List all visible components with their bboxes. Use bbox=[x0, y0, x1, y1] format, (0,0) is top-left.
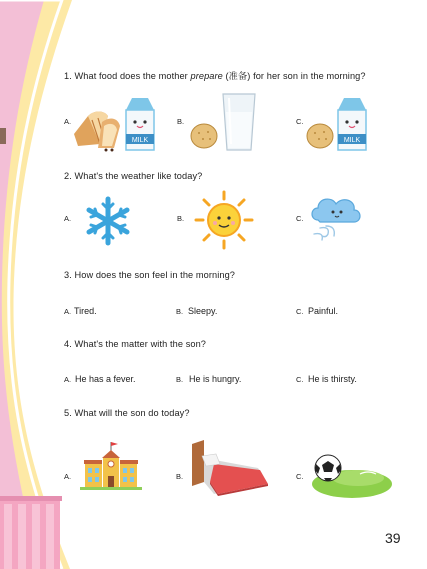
question-2-prompt: 2. What's the weather like today? bbox=[64, 171, 203, 181]
q5-option-a-letter[interactable]: A. bbox=[64, 472, 72, 481]
question-3-prompt: 3. How does the son feel in the morning? bbox=[64, 270, 236, 280]
q1-option-a-letter[interactable]: A. bbox=[64, 117, 72, 126]
milk-carton-icon bbox=[122, 96, 158, 152]
bed-icon bbox=[188, 438, 272, 496]
q4-option-a-text[interactable]: He has a fever. bbox=[75, 374, 136, 384]
biscuit-icon bbox=[190, 123, 218, 149]
q3-option-b-text[interactable]: Sleepy. bbox=[188, 306, 218, 316]
q4-option-c-text[interactable]: He is thirsty. bbox=[308, 374, 357, 384]
sun-icon bbox=[194, 190, 254, 250]
q4-option-b-letter[interactable]: B. bbox=[176, 375, 184, 384]
q4-option-b-text[interactable]: He is hungry. bbox=[189, 374, 242, 384]
q3-option-a-text[interactable]: Tired. bbox=[74, 306, 97, 316]
soccer-field-icon bbox=[306, 448, 392, 500]
school-icon bbox=[80, 440, 142, 490]
q5-option-c-letter[interactable]: C. bbox=[296, 472, 304, 481]
q2-option-c-letter[interactable]: C. bbox=[296, 214, 304, 223]
glass-of-water-icon bbox=[220, 92, 258, 154]
q3-option-a-letter[interactable]: A. bbox=[64, 307, 72, 316]
q2-option-b-letter[interactable]: B. bbox=[177, 214, 185, 223]
biscuit-icon bbox=[306, 123, 334, 149]
q1-option-b-letter[interactable]: B. bbox=[177, 117, 185, 126]
milk-carton-icon bbox=[334, 96, 370, 152]
question-5-prompt: 5. What will the son do today? bbox=[64, 408, 190, 418]
q5-option-b-letter[interactable]: B. bbox=[176, 472, 184, 481]
question-1-prompt: 1. What food does the mother prepare (准备) for her son in the morning? bbox=[64, 71, 366, 81]
page-number: 39 bbox=[385, 530, 401, 546]
snowflake-icon bbox=[84, 196, 132, 246]
q1-option-c-letter[interactable]: C. bbox=[296, 117, 304, 126]
question-4-prompt: 4. What's the matter with the son? bbox=[64, 339, 207, 349]
windy-cloud-icon bbox=[306, 190, 364, 246]
bread-icon bbox=[70, 104, 126, 152]
q3-option-c-letter[interactable]: C. bbox=[296, 307, 304, 316]
q4-option-c-letter[interactable]: C. bbox=[296, 375, 304, 384]
milk-label-c: MILK bbox=[343, 137, 361, 144]
q3-option-b-letter[interactable]: B. bbox=[176, 307, 184, 316]
q3-option-c-text[interactable]: Painful. bbox=[308, 306, 339, 316]
q2-option-a-letter[interactable]: A. bbox=[64, 214, 72, 223]
milk-label-a: MILK bbox=[131, 137, 149, 144]
q4-option-a-letter[interactable]: A. bbox=[64, 375, 72, 384]
